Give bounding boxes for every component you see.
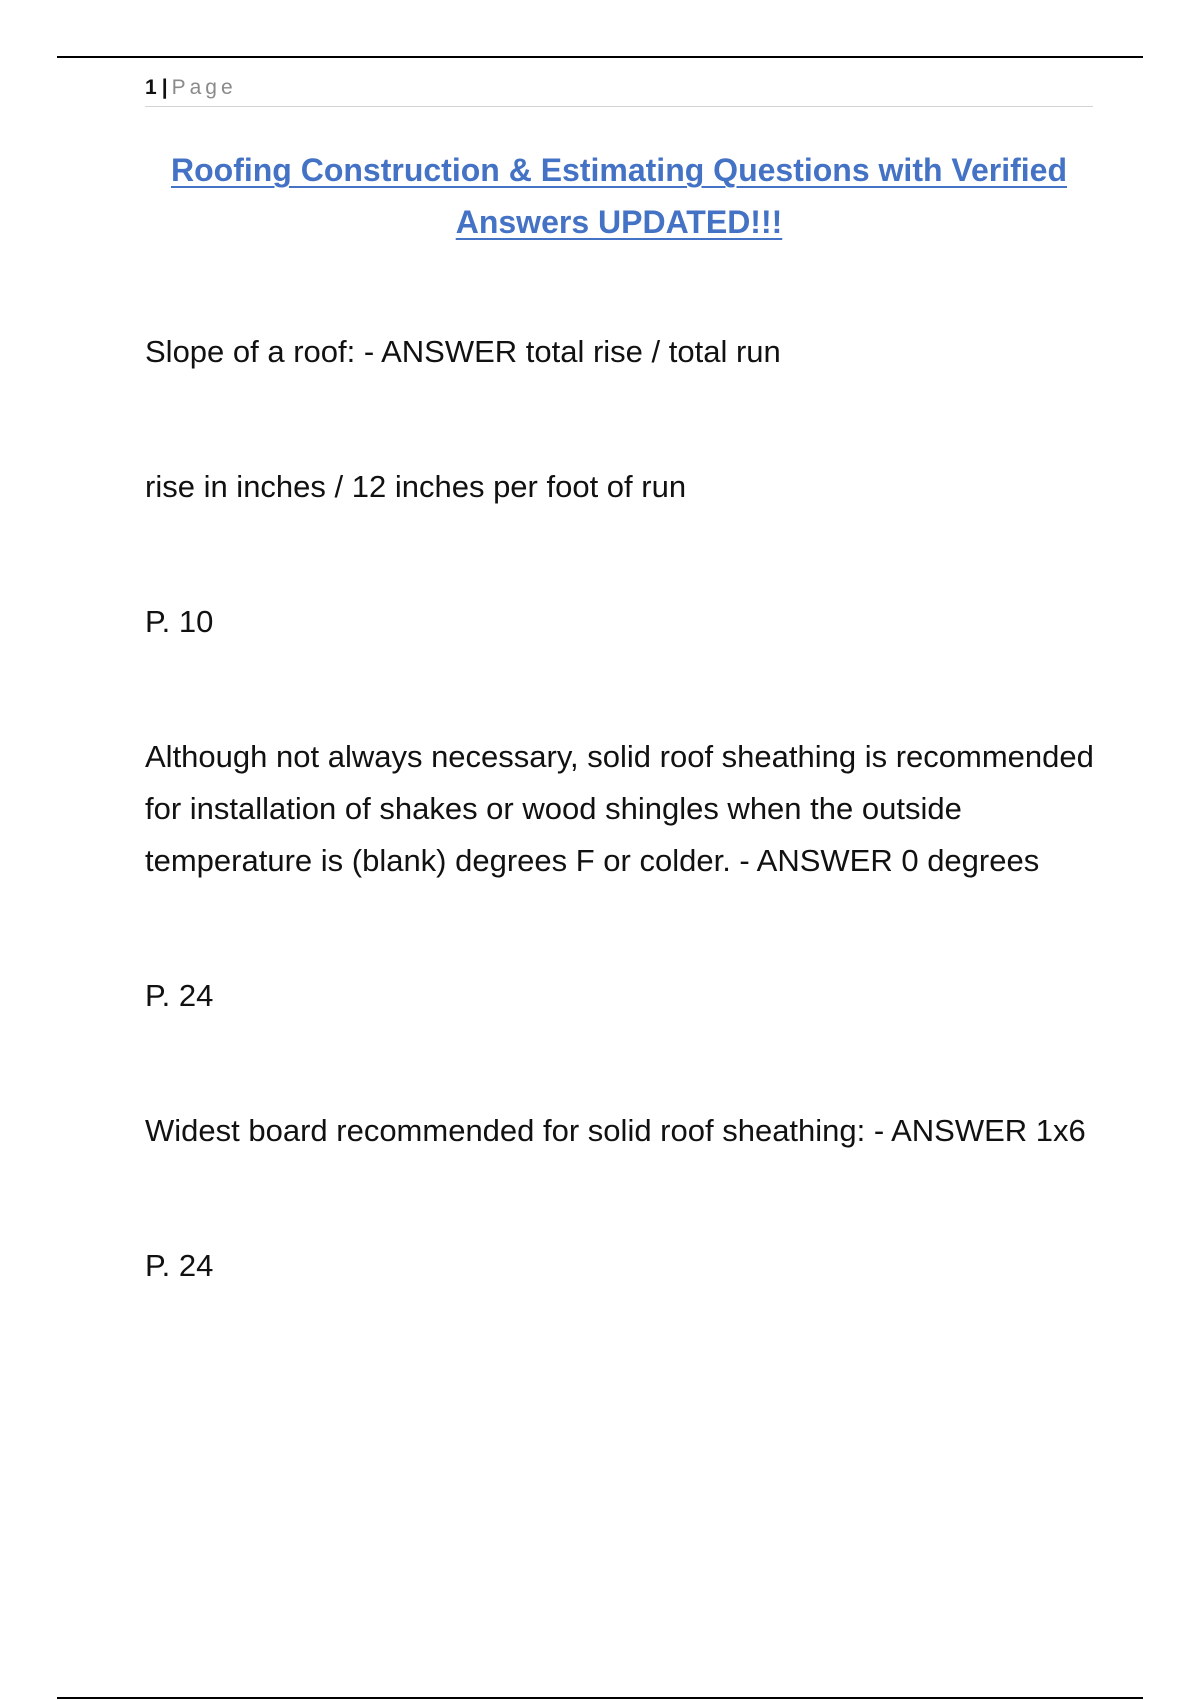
page-number: 1 <box>145 76 157 99</box>
paragraph-page-ref: P. 24 <box>145 978 214 1013</box>
page-separator: | <box>161 76 168 99</box>
paragraph-board-question: Widest board recommended for solid roof sheathing: - ANSWER 1x6 <box>145 1113 1086 1148</box>
paragraph-page-ref: P. 24 <box>145 1248 214 1283</box>
document-body <box>145 326 1100 1292</box>
paragraph-slope-formula: rise in inches / 12 inches per foot of run <box>145 469 687 504</box>
page-label: Page <box>171 76 237 99</box>
document-title: Roofing Construction & Estimating Questions with Verified Answers UPDATED!!! <box>170 152 1068 240</box>
page-bottom-rule <box>57 1697 1143 1699</box>
page-header <box>145 74 1093 107</box>
page-top-rule <box>57 56 1143 58</box>
paragraph-sheathing-question: Although not always necessary, solid roof sheathing is recommended for installation of shakes or wood shingles when the outside temperature is (blank) degrees F or colder. - ANSWER 0 degrees <box>145 739 1094 878</box>
paragraph-slope-question: Slope of a roof: - ANSWER total rise / total run <box>145 334 781 369</box>
paragraph-page-ref: P. 10 <box>145 604 214 639</box>
